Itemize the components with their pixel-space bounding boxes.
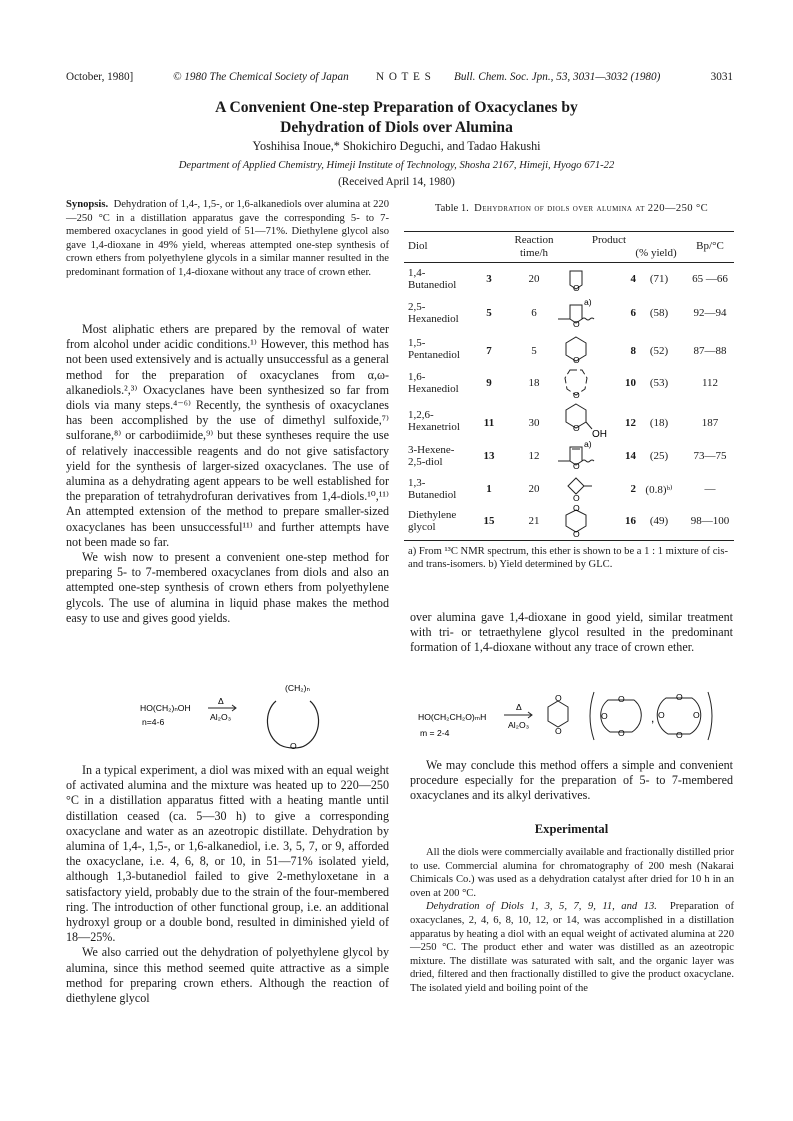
row-bp: 92—94	[693, 307, 727, 319]
row-yield: (58)	[649, 307, 669, 319]
scheme-1-drawing	[140, 677, 365, 753]
row-bp: 112	[701, 377, 719, 389]
svg-text:O: O	[555, 693, 562, 703]
header-bp: Bp/°C	[696, 240, 724, 252]
scheme-2	[418, 688, 718, 743]
row-diol: 1,6- Hexanediol	[408, 371, 459, 395]
svg-text:O: O	[601, 711, 608, 721]
header-page: 3031	[710, 71, 733, 83]
row-product-num: 4	[630, 273, 636, 285]
svg-text:O: O	[555, 726, 562, 736]
comma: ,	[651, 711, 655, 725]
results-text	[66, 763, 389, 1006]
svg-text:OH: OH	[592, 429, 607, 440]
svg-text:a): a)	[584, 297, 592, 307]
svg-text:O: O	[658, 710, 665, 720]
scheme2-cond-top: Δ	[516, 702, 522, 712]
row-yield: (53)	[649, 377, 669, 389]
row-num: 5	[486, 307, 492, 319]
paragraph: We also carried out the dehydration of polyethylene glycol by alumina, since this method seemed quite attractive as a simple method for preparing crown ethers. Although the reaction of diethylene glycol	[66, 945, 389, 1006]
scheme2-cond-bottom: Al₂O₃	[508, 720, 530, 730]
svg-text:O: O	[573, 529, 580, 539]
svg-text:a): a)	[584, 441, 592, 449]
svg-text:O: O	[693, 710, 700, 720]
received-date: (Received April 14, 1980)	[338, 176, 455, 188]
row-num: 1	[486, 483, 492, 495]
synopsis	[66, 198, 389, 280]
row-time: 18	[528, 377, 540, 389]
intro-text	[66, 322, 389, 626]
row-time: 12	[528, 450, 540, 462]
synopsis-label: Synopsis.	[66, 199, 109, 210]
authors: Yoshihisa Inoue,* Shokichiro Deguchi, and Tadao Hakushi	[252, 139, 541, 153]
row-time: 21	[528, 515, 540, 527]
svg-text:O: O	[573, 493, 580, 503]
row-yield: (25)	[649, 450, 669, 462]
svg-text:O: O	[618, 694, 625, 704]
header-product-top: Product	[591, 234, 627, 246]
paragraph: over alumina gave 1,4-dioxane in good yield, similar treatment with tri- or tetraethylene glycol resulted in the predominant formation of 1,4-dioxane without any trace of crown ether.	[410, 610, 733, 655]
header-date: October, 1980]	[66, 71, 134, 83]
table-caption	[410, 202, 733, 216]
header-section: N O T E S	[376, 71, 432, 83]
paragraph: Preparation of oxacyclanes, 2, 4, 6, 8, 10, 12, or 14, was accomplished in a distillation apparatus by heating a diol with an equal weight of activated alumina at 220—250 °C. The product ether and water was distilled as an azeotropic mixture. The distillate was saturated with salt, and the organic layer was dried, filtered and then fractionally distilled to give the product oxacyclane. The isolated yield and boiling point of the	[410, 901, 734, 994]
row-bp: 73—75	[693, 450, 727, 462]
svg-text:O: O	[573, 283, 580, 293]
paragraph: Most aliphatic ethers are prepared by the removal of water from alcohol under acidic conditions.¹⁾ However, this method has not been used extensively and is actually unsuccessful as a general method for the preparation of oxacyclanes from α,ω-alkanediols.²,³⁾ Oxacyclanes have been synthesized so far from diols via many steps.⁴⁻⁶⁾ Recently, the synthesis of oxacyclanes has been accomplished by the use of dimethyl sulfoxide,⁷⁾ sulforane,⁸⁾ or carbodiimide,⁹⁾ but these syntheses require the use of relatively inaccessible reagents and do not give satisfactory yield for the synthesis of larger-sized oxacyclanes. The use of alumina as a dehydrating agent appears to be well established for the preparation of tetrahydrofuran derivatives from 1,4-diols.¹⁰,¹¹⁾ An attempted extension of the method to prepare smaller-sized oxacyclanes has been unsuccessful¹¹⁾ and further attempts have not been made so far.	[66, 322, 389, 549]
row-product-num: 14	[625, 450, 636, 462]
scheme1-reactant: HO(CH₂)ₙOH	[140, 703, 191, 713]
paragraph: We may conclude this method offers a simple and convenient procedure especially for the preparation of 5- to 7-membered oxacyclanes and its alkyl derivatives.	[410, 758, 733, 803]
running-header	[66, 71, 733, 87]
table-footnote: a) From ¹³C NMR spectrum, this ether is shown to be a 1 : 1 mixture of cis- and trans-isomers. b) Yield determined by GLC.	[408, 546, 729, 571]
row-num: 7	[486, 345, 492, 357]
table-caption-text: Dehydration of diols over alumina at 220—250 °C	[474, 203, 709, 214]
svg-text:O: O	[573, 390, 580, 399]
row-yield: (18)	[649, 417, 669, 429]
row-num: 3	[486, 273, 492, 285]
dimethyl-thf-structure	[544, 297, 604, 329]
dioxane-structure	[544, 503, 604, 539]
scheme2-m-range: m = 2-4	[420, 728, 450, 738]
row-product-num: 12	[625, 417, 636, 429]
row-diol: 3-Hexene- 2,5-diol	[408, 444, 455, 468]
header-copyright: © 1980 The Chemical Society of Japan	[173, 71, 349, 83]
svg-text:O: O	[573, 355, 580, 364]
row-num: 11	[483, 417, 495, 429]
table-top-rule	[404, 231, 734, 232]
row-diol: Diethylene glycol	[408, 509, 457, 533]
thp-structure	[544, 334, 604, 364]
svg-text:O: O	[676, 692, 683, 702]
row-time: 20	[528, 483, 540, 495]
svg-text:O: O	[573, 503, 580, 513]
header-journal: Bull. Chem. Soc. Jpn., 53, 3031—3032 (1980)	[454, 71, 661, 83]
row-product-num: 16	[625, 515, 636, 527]
row-product-num: 2	[630, 483, 636, 495]
close-bracket	[708, 692, 712, 740]
scheme1-cond-bottom: Al₂O₃	[210, 712, 232, 722]
table-1	[404, 231, 734, 541]
row-bp: 87—88	[693, 345, 727, 357]
row-time: 20	[528, 273, 540, 285]
paragraph: All the diols were commercially available and fractionally distilled prior to use. Commercial alumina for chromatography of 200 mesh (Nakarai Chimicals Co.) was used as a dehydration catalyst after dried for 10 h in an oven at 200 °C.	[410, 847, 734, 899]
experimental-text	[410, 846, 734, 996]
row-product-num: 8	[630, 345, 636, 357]
subsection-label: Dehydration of Diols 1, 3, 5, 7, 9, 11, and 13.	[426, 901, 657, 913]
scheme1-cond-top: Δ	[218, 696, 224, 706]
dioxane-ring	[548, 701, 568, 727]
row-bp: 98—100	[690, 515, 730, 527]
open-bracket	[590, 692, 594, 740]
row-yield: (49)	[649, 515, 669, 527]
row-diol: 1,2,6- Hexanetriol	[408, 409, 460, 433]
scheme-1	[140, 677, 365, 753]
header-diol: Diol	[408, 240, 428, 252]
row-bp: —	[704, 483, 716, 495]
row-diol: 2,5- Hexanediol	[408, 301, 459, 325]
svg-text:O: O	[573, 423, 580, 433]
svg-text:O: O	[618, 728, 625, 738]
scheme2-reactant: HO(CH₂CH₂O)ₘH	[418, 712, 487, 722]
row-product-num: 10	[625, 377, 636, 389]
affiliation: Department of Applied Chemistry, Himeji Institute of Technology, Shosha 2167, Himeji, Hyogo 671-22	[178, 160, 615, 171]
row-yield: (0.8)ᵇ⁾	[645, 484, 673, 496]
conclusion-text	[410, 758, 733, 804]
svg-text:O: O	[573, 319, 580, 329]
header-time-top: Reaction	[514, 234, 554, 246]
scheme1-ring-o: O	[290, 741, 297, 751]
row-num: 9	[486, 377, 492, 389]
row-num: 15	[483, 515, 495, 527]
scheme1-n-range: n=4-6	[142, 717, 165, 727]
row-bp: 65 —66	[692, 273, 728, 285]
header-time-bottom: time/h	[519, 247, 549, 259]
title-line-2: Dehydration of Diols over Alumina	[280, 119, 513, 136]
dioxane-text	[410, 610, 733, 656]
header-product-bottom: (% yield)	[635, 247, 677, 259]
row-yield: (52)	[649, 345, 669, 357]
title-line-1: A Convenient One-step Preparation of Oxacyclanes by	[215, 99, 578, 116]
methyloxetane-structure	[544, 475, 604, 503]
row-time: 30	[528, 417, 540, 429]
paragraph: We wish now to present a convenient one-step method for preparing 5- to 7-membered oxacyclanes from diols and also an attempted one-step synthesis of crown ethers from polyethylene glycols. The use of alumina in liquid phase makes the method easy to use and gives good yields.	[66, 550, 389, 625]
table-header-rule	[404, 262, 734, 263]
row-time: 6	[531, 307, 537, 319]
row-product-num: 6	[630, 307, 636, 319]
row-diol: 1,3- Butanediol	[408, 477, 457, 501]
row-diol: 1,5- Pentanediol	[408, 337, 460, 361]
paragraph: In a typical experiment, a diol was mixed with an equal weight of activated alumina and the mixture was heated up to 220—250 °C in a distillation apparatus fitted with a heating mantle until distillation ceased (ca. 5—30 h) to give a corresponding oxacyclane and water as an azeotropic distillate. Dehydration by alumina of 1,4-, 1,5-, or 1,6-alkanediol, i.e. 3, 5, 7, or 9, afforded the oxacyclane, i.e. 4, 6, 8, or 10, in 51—71% isolated yield, although 1,3-butanediol failed to give 2-methyloxetane in a satisfactory yield, probably due to the strain of the four-membered ring. The introduction of other functional group, i.e. an additional hydroxyl group or a double bond, resulted in diminished yield of 18—25%.	[66, 763, 389, 945]
thf-structure	[544, 267, 604, 293]
row-time: 5	[531, 345, 537, 357]
section-heading-experimental: Experimental	[534, 822, 609, 836]
table-bottom-rule	[404, 540, 734, 541]
scheme-2-drawing	[418, 688, 718, 743]
row-yield: (71)	[649, 273, 669, 285]
svg-text:O: O	[676, 730, 683, 740]
table-caption-label: Table 1.	[434, 203, 469, 214]
row-diol: 1,4- Butanediol	[408, 267, 457, 291]
row-bp: 187	[701, 417, 719, 429]
scheme1-ring-label: (CH₂)ₙ	[285, 683, 310, 693]
dimethyl-dihydrofuran-structure	[544, 441, 604, 473]
oxepane-structure	[544, 367, 604, 399]
svg-text:O: O	[573, 461, 580, 471]
paper-title	[60, 98, 733, 138]
synopsis-text: Dehydration of 1,4-, 1,5-, or 1,6-alkanediols over alumina at 220—250 °C in a distillation apparatus gave the corresponding 5- to 7-membered oxacyclanes in good yield of 51—71%. Diethylene glycol also gave 1,4-dioxane in 49% yield, whereas attempted one-step synthesis of crown ethers from polyethylene glycols in a similar manner resulted in the predominant formation of 1,4-dioxane without any trace of crown ether.	[66, 199, 390, 278]
row-num: 13	[483, 450, 495, 462]
